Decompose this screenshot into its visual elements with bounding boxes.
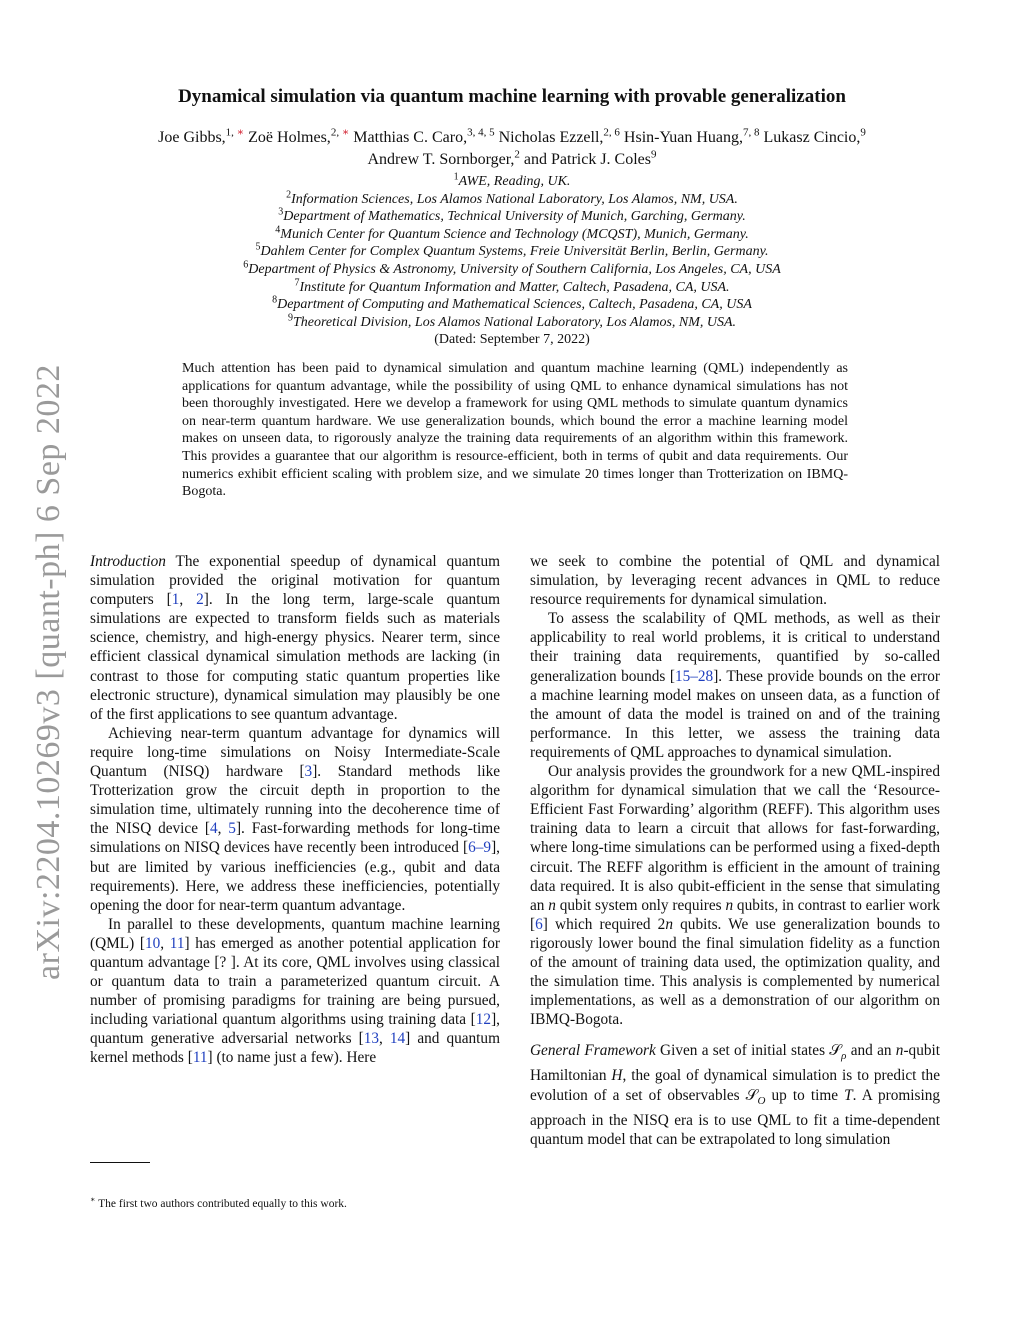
body-paragraph: we seek to combine the potential of QML and dynamical simulation, by leveraging recent advances in QML to reduce resource requirements for dynamical simulation. [530, 553, 940, 609]
left-column [90, 552, 500, 1068]
affiliation: $^4$Munich Center for Quantum Science and Technology (MCQST), Munich, Germany. [275, 224, 749, 242]
author-affil-mark: 9 [650, 148, 657, 161]
author-name: Joe Gibbs, [158, 129, 226, 146]
author-name: Matthias C. Caro, [353, 129, 468, 146]
affiliation: $^3$Department of Mathematics, Technical University of Munich, Garching, Germany. [278, 206, 746, 225]
right-column [530, 552, 940, 1149]
author-name: Zoë Holmes, [248, 129, 331, 146]
arxiv-sidebar-id: arXiv:2204.10269v3 [quant-ph] 6 Sep 2022 [30, 364, 67, 980]
citation-link[interactable]: 5 [228, 820, 236, 838]
author-affil-mark: 1, ∗ [225, 126, 245, 139]
author-name: Nicholas Ezzell, [498, 129, 604, 146]
affiliation: $^7$Institute for Quantum Information and Matter, Caltech, Pasadena, CA, USA. [294, 276, 730, 295]
author-affil-mark: 3, 4, 5 [467, 126, 495, 139]
citation-link[interactable]: 14 [389, 1030, 406, 1048]
author-name: Andrew T. Sornborger, [367, 151, 515, 168]
body-paragraph: To assess the scalability of QML methods, as well as their applicability to real world problems, it is critical to understand their training data requirements, quantified by so-called generalization bounds [15–28]. These provide bounds on the error a machine learning model makes on unseen data, as a function of the amount of data the model is trained on and of the training performance. In this letter, we assess the training data requirements of QML approaches to dynamical simulation. [530, 610, 940, 761]
citation-link[interactable]: 6 [535, 915, 543, 933]
author-affil-mark: 2, ∗ [330, 126, 350, 139]
citation-link[interactable]: 6–9 [468, 839, 492, 857]
paper-title: Dynamical simulation via quantum machine learning with provable generalization [178, 86, 846, 107]
citation-link[interactable]: 4 [209, 820, 218, 838]
author-affil-mark: 2 [514, 148, 520, 161]
author-affil-mark: 7, 8 [743, 126, 760, 139]
citation-link[interactable]: 3 [304, 763, 313, 781]
affiliation: $^9$Theoretical Division, Los Alamos National Laboratory, Los Alamos, NM, USA. [287, 312, 737, 330]
citation-link[interactable]: 2 [196, 591, 204, 609]
footnote [90, 1193, 500, 1211]
citation-link[interactable]: 15–28 [674, 667, 714, 685]
affiliation: $^6$Department of Physics & Astronomy, University of Southern California, Los Angeles, CA, USA [243, 259, 781, 277]
author-name: Lukasz Cincio, [763, 129, 861, 146]
citation-link[interactable]: 10 [144, 934, 161, 952]
abstract: Much attention has been paid to dynamical simulation and quantum machine learning (QML) independently as applications for quantum advantage, while the possibility of using QML to enhance dynamical simulations has not been thoroughly investigated. Here we develop a framework for using QML methods to simulate quantum dynamics on near-term quantum hardware. We use generalization bounds, which bound the error a machine learning model makes on unseen data, to rigorously analyze the training data requirements of an algorithm within this framework. This provides a guarantee that our algorithm is resource-efficient, both in terms of qubit and data requirements. Our numerics exhibit efficient scaling with problem size, and we simulate 20 times longer than Trotterization on IBMQ-Bogota. [182, 361, 848, 500]
author-name: and Patrick J. Coles [523, 151, 651, 168]
author-name: Hsin-Yuan Huang, [623, 129, 743, 146]
affiliation: $^1$AWE, Reading, UK. [453, 171, 571, 189]
citation-link[interactable]: 11 [192, 1049, 208, 1067]
footnote-mark: ∗ [90, 1195, 96, 1204]
citation-link[interactable]: 12 [475, 1011, 492, 1029]
footnote-text: The first two authors contributed equally to this work. [95, 1197, 347, 1210]
footnote-rule [90, 1162, 150, 1163]
author-affil-mark: 9 [860, 126, 866, 139]
intro-paragraph: Introduction The exponential speedup of dynamical quantum simulation provided the original motivation for quantum computers [1, 2]. In the long term, large-scale quantum simulations are expected to transform fields such as materials science, chemistry, and high-energy physics. Nearer term, since efficient classical dynamical simulation methods are lacking (in contrast to those for computing static quantum properties like electronic structure), dynamical simulation may plausibly be one of the first applications to see quantum advantage. [90, 553, 500, 723]
section-runin-heading: General Framework [530, 1042, 656, 1060]
affiliation: $^8$Department of Computing and Mathematical Sciences, Caltech, Pasadena, CA, USA [272, 294, 752, 313]
body-paragraph: Our analysis provides the groundwork for a new QML-inspired algorithm for dynamical simulation that we call the ‘Resource-Efficient Fast Forwarding’ algorithm (REFF). This algorithm uses training data to learn a circuit that allows for fast-forwarding, where long-time simulations can be performed using a fixed-depth circuit. The REFF algorithm is efficient in the amount of training data required. It is also qubit-efficient in the sense that simulating an n qubit system only requires n qubits, in contrast to earlier work [6] which required 2n qubits. We use generalization bounds to rigorously lower bound the final simulation fidelity as a function of the amount of training data used, the optimization quality, and the simulation time. This analysis is complemented by numerical implementations, as well as a demonstration of our algorithm on IBMQ-Bogota. [530, 763, 940, 1029]
citation-link[interactable]: 11 [169, 934, 185, 952]
author-affil-mark: 2, 6 [603, 126, 620, 139]
framework-paragraph: General Framework Given a set of initial states 𝒮$_\rho$ and an n-qubit Hamiltonian H, the goal of dynamical simulation is to predict the evolution of a set of observables 𝒮$_O$ up to time T. A promising approach in the NISQ era is to use QML to fit a time-dependent quantum model that can be extrapolated to long simulation [530, 1042, 940, 1148]
affiliation: $^2$Information Sciences, Los Alamos National Laboratory, Los Alamos, NM, USA. [286, 188, 738, 207]
affiliation-list [150, 173, 874, 349]
citation-link[interactable]: 1 [171, 591, 180, 609]
section-runin-heading: Introduction [90, 553, 166, 570]
affiliation: $^5$Dahlem Center for Complex Quantum Systems, Freie Universität Berlin, Berlin, Germany. [255, 241, 769, 260]
date-line: (Dated: September 7, 2022) [434, 332, 590, 348]
author-list [150, 127, 874, 171]
body-paragraph: Achieving near-term quantum advantage for dynamics will require long-time simulations on Noisy Intermediate-Scale Quantum (NISQ) hardware [3]. Standard methods like Trotterization grow the circuit depth in proportion to the simulation time, ultimately running into the decoherence time of the NISQ device [4, 5]. Fast-forwarding methods for long-time simulations on NISQ devices have recently been introduced [6–9], but are limited by various inefficiencies (e.g., qubit and data requirements). Here, we address these inefficiencies, potentially opening the door for near-term quantum advantage. [90, 724, 501, 914]
body-paragraph: In parallel to these developments, quantum machine learning (QML) [10, 11] has emerged as another potential application for quantum advantage [? ]. At its core, QML involves using classical or quantum data to train a parameterized quantum circuit. A number of promising paradigms for training are being pursued, including variational quantum algorithms using training data [12], quantum generative adversarial networks [13, 14] and quantum kernel methods [11] (to name just a few). Here [90, 915, 500, 1067]
citation-link[interactable]: 13 [363, 1030, 379, 1048]
